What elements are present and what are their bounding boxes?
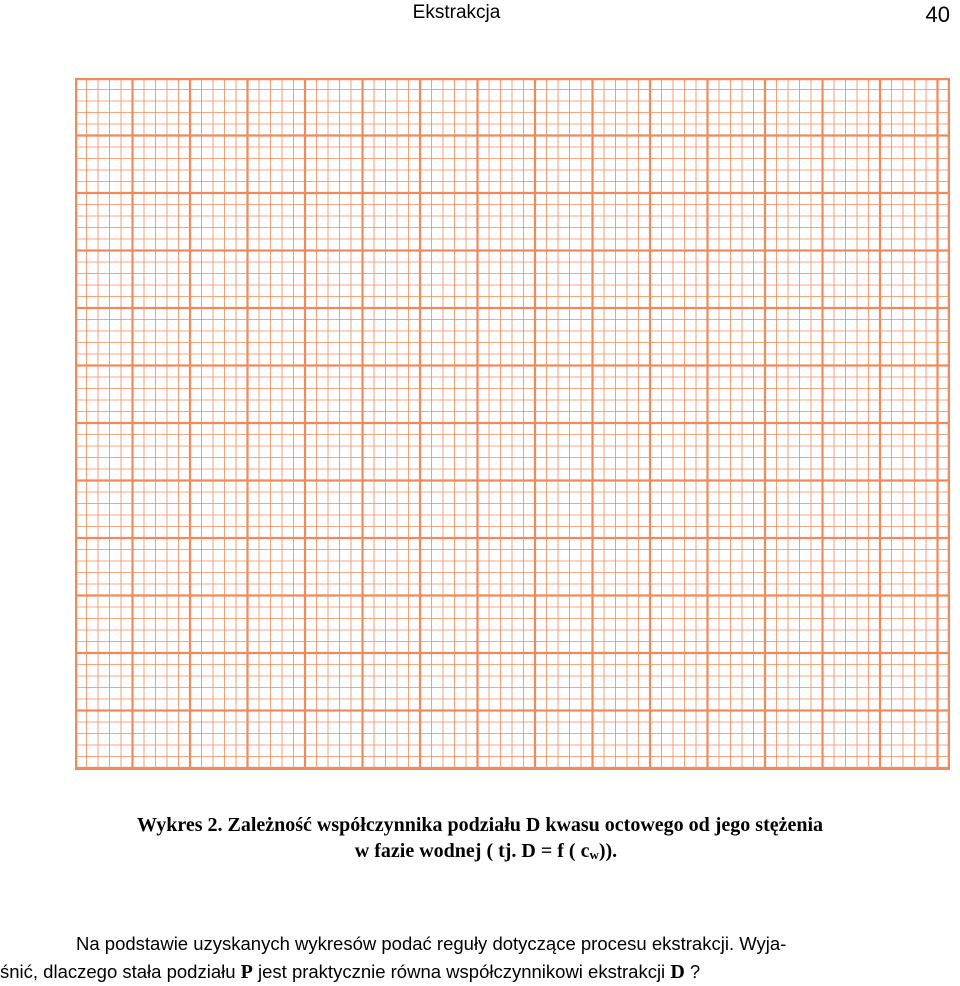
body-symbol-d: D (670, 961, 685, 983)
caption-line-2-end: )). (598, 840, 618, 862)
caption-line-1: Wykres 2. Zależność współczynnika podziału D kwasu octowego od jego stężenia (136, 814, 824, 836)
caption-line-2-start: w fazie wodnej ( tj. D = f ( c (354, 840, 590, 862)
body-symbol-p: P (240, 961, 253, 983)
body-line-2-part-c: jest praktycznie równa współczynnikowi ekstrakcji (252, 961, 671, 982)
body-line-2 (0, 958, 960, 986)
caption-line-2 (12, 838, 960, 864)
body-paragraph (0, 930, 960, 986)
page-number: 40 (925, 2, 950, 27)
figure-caption (0, 812, 960, 864)
caption-subscript: w (589, 847, 599, 862)
body-line-1: Na podstawie uzyskanych wykresów podać reguły dotyczące procesu ekstrakcji. Wyja- (76, 933, 787, 954)
body-line-2-part-a: śnić, dlaczego stała podziału (0, 961, 241, 982)
body-line-2-part-e: ? (684, 961, 701, 982)
page-header-title: Ekstrakcja (412, 2, 501, 23)
graph-paper-grid (75, 78, 950, 770)
